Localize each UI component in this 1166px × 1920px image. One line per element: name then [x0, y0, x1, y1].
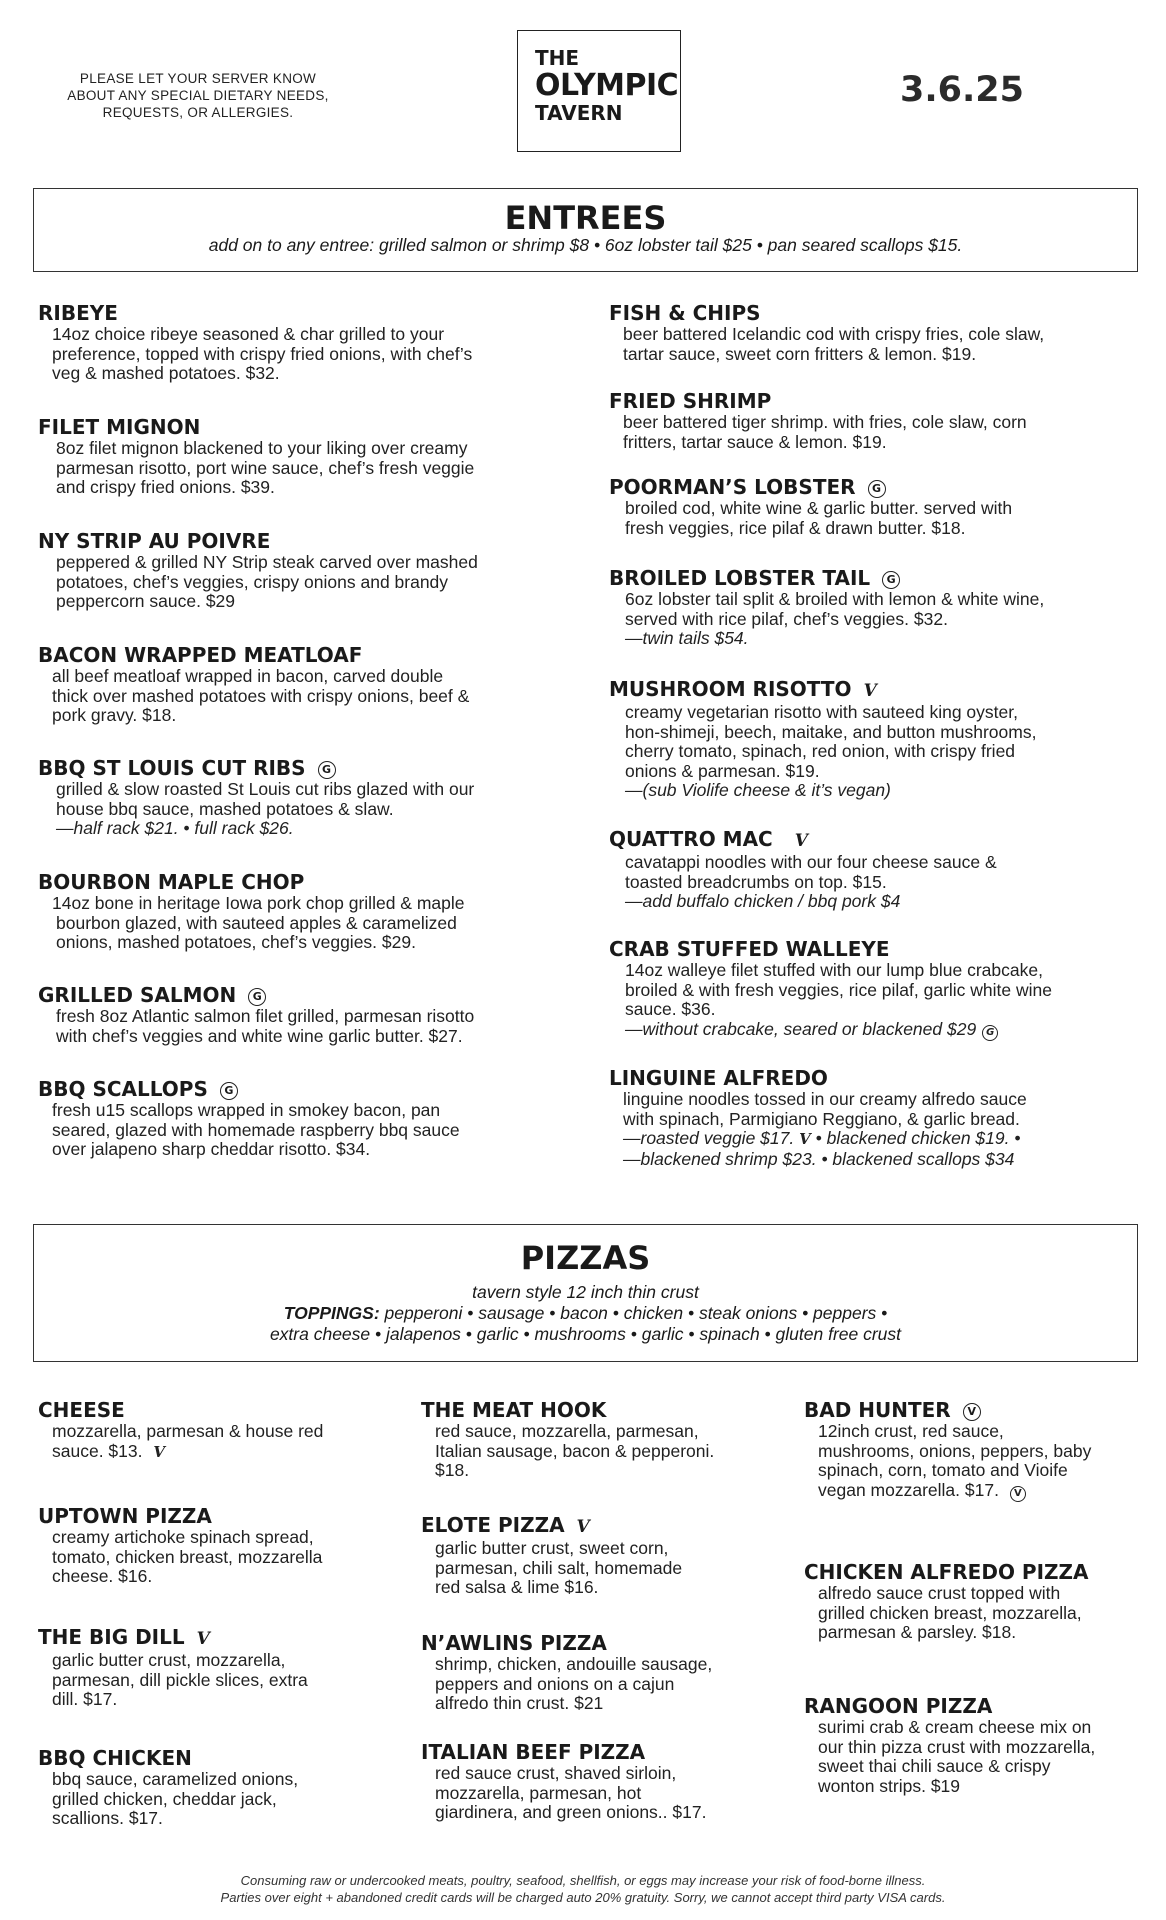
- desc-line-italic-text: —roasted veggie $17.: [623, 1128, 800, 1148]
- item-name: [609, 827, 997, 853]
- desc-line: bourbon glazed, with sauteed apples & caramelized: [56, 912, 457, 933]
- desc-line-italic-text: • blackened chicken $19. •: [810, 1128, 1021, 1148]
- desc-line: served with rice pilaf, chef’s veggies. $32.: [625, 608, 948, 629]
- desc-line: fresh veggies, rice pilaf & drawn butter. $18.: [625, 517, 966, 538]
- footer-line: Parties over eight + abandoned credit cards will be charged auto 20% gratuity. Sorry, we cannot accept third party VISA cards.: [220, 1890, 946, 1905]
- desc-line: sauce. $36.: [625, 999, 716, 1019]
- menu-item: [609, 677, 1036, 801]
- desc-line: garlic butter crust, mozzarella,: [52, 1650, 286, 1670]
- desc-line: tomato, chicken breast, mozzarella: [52, 1546, 323, 1567]
- desc-line: thick over mashed potatoes with crispy onions, beef &: [52, 685, 470, 706]
- item-name: N’AWLINS PIZZA: [421, 1631, 607, 1655]
- desc-line: parmesan, dill pickle slices, extra: [52, 1669, 308, 1690]
- desc-line: peppers and onions on a cajun: [435, 1673, 675, 1694]
- restaurant-logo: [517, 30, 681, 152]
- item-name: [38, 983, 474, 1007]
- desc-line: broiled cod, white wine & garlic butter. served with: [625, 498, 1013, 518]
- desc-line-italic: —blackened shrimp $23. • blackened scallops $34: [623, 1148, 1015, 1169]
- desc-line: alfredo thin crust. $21: [435, 1693, 604, 1713]
- toppings-list: pepperoni • sausage • bacon • chicken • steak onions • peppers •: [379, 1303, 888, 1323]
- desc-line: house bbq sauce, mashed potatoes & slaw.: [56, 798, 394, 819]
- menu-item: [804, 1398, 1091, 1502]
- desc-line: with chef’s veggies and white wine garlic butter. $27.: [56, 1025, 463, 1046]
- item-name-text: QUATTRO MAC: [609, 827, 773, 851]
- gluten-free-icon: G: [982, 1025, 998, 1041]
- vegan-icon: V: [963, 1403, 981, 1421]
- item-name: [421, 1513, 682, 1539]
- menu-item: [38, 1504, 322, 1587]
- item-description: [609, 1090, 1027, 1169]
- vegetarian-icon: V: [794, 831, 808, 851]
- section-title: PIZZAS: [520, 1239, 651, 1277]
- desc-line-italic: —twin tails $54.: [625, 628, 749, 648]
- item-name-text: BAD HUNTER: [804, 1398, 951, 1422]
- desc-line: broiled & with fresh veggies, rice pilaf, garlic white wine: [625, 979, 1052, 1000]
- desc-line: linguine noodles tossed in our creamy alfredo sauce: [623, 1089, 1027, 1109]
- menu-date: 3.6.25: [900, 70, 1025, 110]
- item-name-text: POORMAN’S LOBSTER: [609, 475, 856, 499]
- desc-line: spinach, corn, tomato and Vioife: [818, 1460, 1068, 1480]
- logo-line: TAVERN: [535, 101, 623, 125]
- menu-item: [38, 415, 474, 498]
- item-description: [38, 667, 469, 726]
- menu-item: [421, 1631, 712, 1714]
- item-description: [38, 1422, 323, 1462]
- desc-line: bbq sauce, caramelized onions,: [52, 1769, 299, 1789]
- desc-line: parmesan & parsley. $18.: [818, 1622, 1017, 1642]
- desc-line: red sauce, mozzarella, parmesan,: [435, 1421, 699, 1441]
- menu-item: [609, 937, 1052, 1041]
- footer-line: Consuming raw or undercooked meats, poultry, seafood, shellfish, or eggs may increase your risk of food-borne illness.: [240, 1873, 926, 1888]
- section-title: ENTREES: [504, 199, 667, 237]
- menu-item: [804, 1694, 1095, 1796]
- pizza-toppings: extra cheese • jalapenos • garlic • mushrooms • garlic • spinach • gluten free crust: [269, 1324, 902, 1344]
- desc-line: onions, mashed potatoes, chef’s veggies. $29.: [56, 932, 416, 952]
- desc-line: mozzarella, parmesan, hot: [435, 1782, 642, 1803]
- item-name: [38, 756, 474, 780]
- desc-line-text: vegan mozzarella. $17.: [818, 1479, 1004, 1500]
- item-name: CHEESE: [38, 1398, 125, 1422]
- item-name: [804, 1398, 1091, 1422]
- desc-line: red sauce crust, shaved sirloin,: [435, 1763, 677, 1783]
- dietary-note-line: REQUESTS, OR ALLERGIES.: [102, 105, 294, 120]
- item-description: [421, 1655, 712, 1714]
- desc-line: giardinera, and green onions.. $17.: [435, 1802, 707, 1822]
- dietary-note-line: PLEASE LET YOUR SERVER KNOW: [79, 71, 317, 86]
- menu-item: [38, 529, 478, 612]
- desc-line: 12inch crust, red sauce,: [818, 1421, 1004, 1441]
- item-name: RANGOON PIZZA: [804, 1694, 993, 1718]
- desc-line: fresh 8oz Atlantic salmon filet grilled, parmesan risotto: [56, 1006, 475, 1026]
- desc-line: dill. $17.: [52, 1689, 118, 1709]
- item-name: FRIED SHRIMP: [609, 389, 772, 413]
- desc-line-italic: [625, 1020, 1052, 1041]
- desc-line: wonton strips. $19: [818, 1775, 961, 1796]
- desc-line: creamy vegetarian risotto with sauteed king oyster,: [625, 702, 1018, 722]
- desc-line: [818, 1481, 1091, 1502]
- item-description: [38, 439, 474, 498]
- desc-line-text: sauce. $13.: [52, 1440, 148, 1461]
- desc-line: creamy artichoke spinach spread,: [52, 1527, 314, 1547]
- menu-item: [38, 643, 469, 726]
- vegetarian-icon: V: [196, 1629, 210, 1649]
- menu-item: [609, 301, 1044, 364]
- item-name: CRAB STUFFED WALLEYE: [609, 937, 890, 961]
- item-description: [609, 325, 1044, 364]
- item-name-text: MUSHROOM RISOTTO: [609, 677, 852, 701]
- item-name: BOURBON MAPLE CHOP: [38, 870, 305, 894]
- desc-line: and crispy fried onions. $39.: [56, 477, 275, 497]
- vegetarian-icon: V: [153, 1442, 165, 1461]
- logo-line: THE: [535, 46, 580, 70]
- desc-line: tartar sauce, sweet corn fritters & lemon. $19.: [623, 343, 977, 364]
- item-name-text: BBQ ST LOUIS CUT RIBS: [38, 756, 306, 780]
- item-description: [609, 703, 1036, 801]
- vegetarian-icon: V: [799, 1130, 811, 1148]
- desc-line: our thin pizza crust with mozzarella,: [818, 1736, 1096, 1757]
- item-description: [609, 499, 1012, 538]
- item-name: [38, 1077, 460, 1101]
- item-description: [38, 1651, 308, 1710]
- desc-line: beer battered tiger shrimp. with fries, cole slaw, corn: [623, 412, 1027, 432]
- dietary-note-line: ABOUT ANY SPECIAL DIETARY NEEDS,: [67, 88, 329, 103]
- desc-line: preference, topped with crispy fried onions, with chef’s: [52, 343, 473, 364]
- desc-line: 14oz walleye filet stuffed with our lump blue crabcake,: [625, 960, 1043, 980]
- desc-line-italic: —add buffalo chicken / bbq pork $4: [625, 891, 901, 911]
- item-description: [609, 413, 1027, 452]
- desc-line: cheese. $16.: [52, 1566, 153, 1586]
- desc-line: grilled chicken breast, mozzarella,: [818, 1602, 1082, 1623]
- gluten-free-icon: G: [868, 480, 886, 498]
- gluten-free-icon: G: [882, 571, 900, 589]
- desc-line: hon-shimeji, beech, maitake, and button mushrooms,: [625, 721, 1037, 742]
- item-description: [38, 1007, 474, 1046]
- desc-line: seared, glazed with homemade raspberry bbq sauce: [52, 1119, 460, 1140]
- entree-addons: add on to any entree: grilled salmon or shrimp $8 • 6oz lobster tail $25 • pan seared scallops $15.: [208, 235, 963, 255]
- dietary-note: [48, 70, 348, 121]
- item-name: [609, 475, 1012, 499]
- menu-item: [38, 1625, 308, 1710]
- item-description: [421, 1764, 706, 1823]
- item-name: UPTOWN PIZZA: [38, 1504, 212, 1528]
- entrees-header: [33, 188, 1138, 272]
- item-name-text: BBQ SCALLOPS: [38, 1077, 208, 1101]
- item-description: [38, 1528, 322, 1587]
- desc-line: pork gravy. $18.: [52, 705, 177, 725]
- menu-item: [609, 566, 1044, 649]
- item-description: [804, 1422, 1091, 1502]
- menu-item: [609, 827, 997, 912]
- menu-item: [38, 756, 474, 839]
- item-name: LINGUINE ALFREDO: [609, 1066, 828, 1090]
- desc-line: mushrooms, onions, peppers, baby: [818, 1440, 1092, 1461]
- vegan-icon: V: [1010, 1486, 1026, 1502]
- desc-line: parmesan risotto, port wine sauce, chef’s fresh veggie: [56, 457, 475, 478]
- item-name: ITALIAN BEEF PIZZA: [421, 1740, 646, 1764]
- desc-line: grilled chicken, cheddar jack,: [52, 1788, 277, 1809]
- desc-line: [52, 1442, 323, 1463]
- desc-line: peppered & grilled NY Strip steak carved over mashed: [56, 552, 478, 572]
- vegetarian-icon: V: [863, 681, 877, 701]
- item-name: [609, 566, 1044, 590]
- menu-item: [38, 1077, 460, 1160]
- desc-line-italic: —half rack $21. • full rack $26.: [56, 818, 294, 838]
- desc-line: 6oz lobster tail split & broiled with lemon & white wine,: [625, 589, 1045, 609]
- item-name: BACON WRAPPED MEATLOAF: [38, 643, 363, 667]
- item-description: [609, 961, 1052, 1041]
- item-name: BBQ CHICKEN: [38, 1746, 192, 1770]
- item-description: [421, 1539, 682, 1598]
- item-name-text: THE BIG DILL: [38, 1625, 185, 1649]
- item-description: [421, 1422, 714, 1481]
- desc-line: veg & mashed potatoes. $32.: [52, 363, 280, 383]
- vegetarian-icon: V: [576, 1517, 590, 1537]
- desc-line: all beef meatloaf wrapped in bacon, carved double: [52, 666, 444, 686]
- desc-line: grilled & slow roasted St Louis cut ribs glazed with our: [56, 779, 475, 799]
- item-description: [38, 1770, 298, 1829]
- item-name: [38, 1625, 308, 1651]
- item-description: [38, 780, 474, 839]
- desc-line: mozzarella, parmesan & house red: [52, 1421, 324, 1441]
- desc-line: $18.: [435, 1460, 470, 1480]
- item-description: [38, 553, 478, 612]
- item-description: [38, 325, 472, 384]
- item-name: THE MEAT HOOK: [421, 1398, 607, 1422]
- menu-item: [38, 983, 474, 1046]
- item-name-text: ELOTE PIZZA: [421, 1513, 565, 1537]
- desc-line: parmesan, chili salt, homemade: [435, 1557, 683, 1578]
- footer-disclaimer: [0, 1872, 1166, 1906]
- desc-line: fritters, tartar sauce & lemon. $19.: [623, 431, 887, 452]
- desc-line: over jalapeno sharp cheddar risotto. $34.: [52, 1139, 371, 1159]
- desc-line: scallions. $17.: [52, 1808, 163, 1828]
- item-description: [609, 853, 997, 912]
- desc-line: onions & parmesan. $19.: [625, 760, 820, 781]
- item-description: [609, 590, 1044, 649]
- item-name: CHICKEN ALFREDO PIZZA: [804, 1560, 1089, 1584]
- desc-line: red salsa & lime $16.: [435, 1577, 599, 1597]
- menu-item: [38, 301, 472, 384]
- desc-line: peppercorn sauce. $29: [56, 591, 236, 611]
- gluten-free-icon: G: [318, 761, 336, 779]
- menu-item: [38, 1746, 298, 1829]
- item-name: FILET MIGNON: [38, 415, 201, 439]
- desc-line: cherry tomato, spinach, red onion, with crispy fried: [625, 741, 1016, 761]
- menu-item: [421, 1740, 706, 1823]
- desc-line-italic-text: —without crabcake, seared or blackened $29: [625, 1018, 977, 1039]
- toppings-label: TOPPINGS:: [283, 1303, 380, 1323]
- desc-line: Italian sausage, bacon & pepperoni.: [435, 1440, 715, 1461]
- desc-line: 14oz choice ribeye seasoned & char grilled to your: [52, 324, 445, 344]
- desc-line: cavatappi noodles with our four cheese sauce &: [625, 852, 997, 872]
- desc-line: potatoes, chef’s veggies, crispy onions and brandy: [56, 571, 449, 592]
- menu-item: [38, 1398, 323, 1462]
- desc-line: surimi crab & cream cheese mix on: [818, 1717, 1092, 1737]
- menu-item: [609, 1066, 1027, 1169]
- item-name-text: BROILED LOBSTER TAIL: [609, 566, 871, 590]
- item-description: [38, 894, 464, 953]
- pizza-subtitle: tavern style 12 inch thin crust: [472, 1282, 699, 1302]
- gluten-free-icon: G: [220, 1082, 238, 1100]
- desc-line: 14oz bone in heritage Iowa pork chop grilled & maple: [52, 893, 465, 913]
- item-name: RIBEYE: [38, 301, 118, 325]
- menu-item: [609, 475, 1012, 538]
- menu-item: [38, 870, 464, 953]
- desc-line: beer battered Icelandic cod with crispy fries, cole slaw,: [623, 324, 1045, 344]
- item-name: NY STRIP AU POIVRE: [38, 529, 271, 553]
- desc-line-italic: [623, 1129, 1027, 1150]
- desc-line: alfredo sauce crust topped with: [818, 1583, 1061, 1603]
- desc-line: fresh u15 scallops wrapped in smokey bacon, pan: [52, 1100, 441, 1120]
- desc-line: 8oz filet mignon blackened to your liking over creamy: [56, 438, 468, 458]
- desc-line: shrimp, chicken, andouille sausage,: [435, 1654, 713, 1674]
- logo-line: OLYMPIC: [535, 68, 679, 103]
- menu-item: [421, 1513, 682, 1598]
- pizza-toppings: [34, 1303, 1137, 1324]
- item-name-text: GRILLED SALMON: [38, 983, 237, 1007]
- desc-line: sweet thai chili sauce & crispy: [818, 1756, 1051, 1776]
- desc-line: toasted breadcrumbs on top. $15.: [625, 871, 887, 892]
- item-name: [609, 677, 1036, 703]
- desc-line: with spinach, Parmigiano Reggiano, & garlic bread.: [623, 1108, 1020, 1129]
- menu-item: [804, 1560, 1089, 1643]
- menu-item: [421, 1398, 714, 1481]
- desc-line-italic: —(sub Violife cheese & it’s vegan): [625, 780, 891, 800]
- item-description: [804, 1584, 1089, 1643]
- gluten-free-icon: G: [248, 988, 266, 1006]
- item-description: [38, 1101, 460, 1160]
- desc-line: garlic butter crust, sweet corn,: [435, 1538, 669, 1558]
- item-name: FISH & CHIPS: [609, 301, 761, 325]
- item-description: [804, 1718, 1095, 1796]
- menu-item: [609, 389, 1027, 452]
- pizzas-header: [33, 1224, 1138, 1362]
